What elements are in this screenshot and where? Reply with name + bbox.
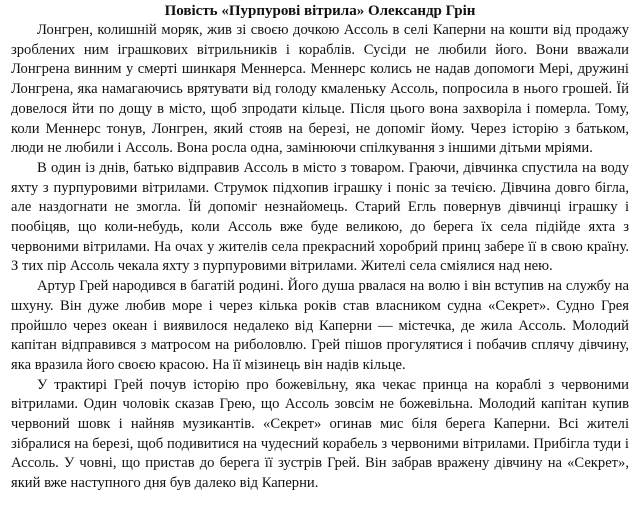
paragraph-1: Лонгрен, колишній моряк, жив зі своєю дочкою Ассоль в селі Каперни на кошти від продажу зроблених ним іграшкових вітрильників і кораблів. Сусіди не любили його. Вони вважали Лонгрена винним у смерті шинкаря Меннерса. Меннерс колись не надав допомоги Мері, дружині Лонгрена, яка намагаючись врятувати від голоду кмаленьку Ассоль, попросила в нього грошей. Їй довелося йти по дощу в місто, щоб зпродати кільце. Після цього вона захворіла і померла. Тому, коли Меннерс тонув, Лонгрен, який стояв на березі, не допоміг йому. Через історію з батьком, люди не любили і Ассоль. Вона росла одна, замінюючи спілкування з іншими дітьми мріями.	[11, 22, 629, 157]
paragraph-2: В один із днів, батько відправив Ассоль в місто з товаром. Граючи, дівчинка спустила на воду яхту з пурпуровими вітрилами. Струмок підхопив іграшку і поніс за течією. Дівчина довго бігла, але наздогнати не змогла. Їй допоміг незнайомець. Старий Егль повернув дівчинці іграшку і пообіцяв, що коли-небудь, коли Ассоль вже буде великою, до берега їх села підійде яхта з червоними вітрилами. На очах у жителів села прекрасний хоробрий принц забере її в свою країну. З тих пір Ассоль чекала яхту з пурпуровими вітрилами. Жителі села сміялися над нею.	[11, 159, 629, 275]
document-title: Повість «Пурпурові вітрила» Олександр Грін	[164, 3, 476, 19]
paragraph-3: Артур Грей народився в багатій родині. Його душа рвалася на волю і він вступив на службу на шхуну. Він дуже любив море і через кілька років став власником судна «Секрет». Судно Грея пройшло через океан і виявилося недалеко від Каперни — містечка, де жила Ассоль. Молодий капітан відправився з матросом на риболовлю. Грей пішов прогулятися і побачив сплячу дівчину, яка вразила його своєю красою. На її мізинець він надів кільце.	[11, 278, 629, 373]
paragraph-4: У трактирі Грей почув історію про божевільну, яка чекає принца на кораблі з червоними вітрилами. Один чоловік сказав Грею, що Ассоль зовсім не божевільна. Молодий капітан купив червоний шовк і найняв музикантів. «Секрет» огинав мис біля берега Каперни. Всі жителі зібралися на березі, щоб подивитися на чудесний корабель з червоними вітрилами. Прибігла туди і Ассоль. У човні, що пристав до берега її зустрів Грей. Він забрав вражену дівчину на «Секрет», який вже наступного дня був далеко від Каперни.	[11, 376, 629, 492]
